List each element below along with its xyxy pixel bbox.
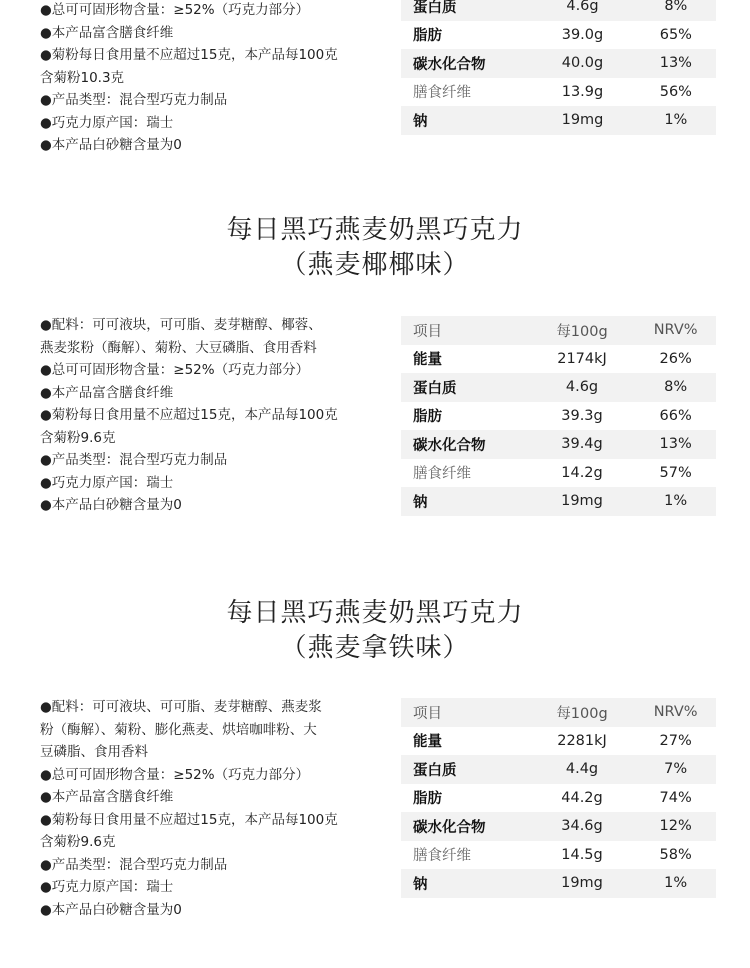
ingredient-line: ●本产品白砂糖含量为0: [40, 137, 182, 153]
table-row: [401, 21, 716, 50]
nutrient-nrv: 1%: [635, 869, 716, 898]
nutrient-per100: 40.0g: [529, 49, 635, 78]
table-row: [401, 812, 716, 841]
nutrient-per100: 2281kJ: [557, 732, 607, 749]
nutrition-table-1: [401, 0, 716, 135]
table-header-row: [401, 698, 716, 727]
nutrient-name: 膳食纤维: [413, 848, 471, 865]
nutrient-per100: 39.4g: [529, 430, 635, 459]
ingredient-line: 粉（酶解）、菊粉、膨化燕麦、烘培咖啡粉、大: [40, 721, 317, 738]
nutrient-nrv: 8%: [635, 373, 716, 402]
ingredient-line: ●菊粉每日食用量不应超过15克，本产品每100克: [40, 407, 338, 423]
nutrient-name: 钠: [401, 869, 529, 898]
nutrient-nrv: 8%: [636, 0, 716, 21]
nutrient-name: 钠: [401, 106, 529, 135]
ingredient-line: 豆磷脂、食用香料: [40, 744, 148, 760]
nutrient-nrv: 12%: [635, 812, 716, 841]
nutrient-name: 脂肪: [413, 791, 442, 808]
table-row: [401, 402, 716, 431]
product-title-3: [0, 596, 750, 666]
ingredients-list-2: [40, 314, 370, 517]
ingredient-line: ●巧克力原产国：瑞士: [40, 474, 174, 491]
ingredient-line: ●总可可固形物含量：≥52%（巧克力部分）: [40, 766, 310, 783]
ingredient-line: 燕麦浆粉（酶解）、菊粉、大豆磷脂、食用香料: [40, 339, 317, 356]
nutrient-nrv: 58%: [659, 846, 692, 863]
ingredient-line: 含菊粉9.6克: [40, 834, 116, 850]
table-row: [401, 0, 716, 21]
nutrient-per100: 44.2g: [561, 789, 603, 806]
table-row: [401, 78, 716, 107]
nutrient-nrv: 13%: [635, 430, 716, 459]
nutrient-name: 碳水化合物: [401, 49, 529, 78]
nutrient-name: 蛋白质: [401, 0, 529, 21]
nutrient-nrv: 57%: [659, 464, 692, 481]
nutrient-name: 钠: [401, 487, 529, 516]
nutrient-name: 能量: [413, 734, 442, 751]
table-row: [401, 49, 716, 78]
ingredient-line: ●配料：可可液块，可可脂、麦芽糖醇、椰蓉、: [40, 317, 322, 333]
product-title-2: [0, 213, 750, 283]
nutrient-name: 膳食纤维: [413, 466, 471, 483]
ingredient-line: ●巧克力原产国：瑞士: [40, 879, 174, 895]
nutrient-nrv: 13%: [636, 49, 716, 78]
ingredient-line: ●本产品富含膳食纤维: [40, 24, 174, 41]
ingredient-line: ●巧克力原产国：瑞士: [40, 114, 174, 131]
table-row: [401, 373, 716, 402]
table-row: [401, 841, 716, 870]
product-flavor-line: （燕麦椰椰味）: [280, 250, 470, 280]
ingredient-line: ●菊粉每日食用量不应超过15克，本产品每100克: [40, 811, 338, 828]
nutrient-per100: 34.6g: [529, 812, 635, 841]
table-row: [401, 430, 716, 459]
table-row: [401, 106, 716, 135]
nutrient-per100: 4.4g: [529, 755, 635, 784]
nutrient-nrv: 65%: [659, 26, 692, 43]
ingredient-line: ●菊粉每日食用量不应超过15克，本产品每100克: [40, 47, 338, 63]
nutrient-name: 碳水化合物: [401, 812, 529, 841]
table-row: [401, 727, 716, 756]
nutrient-name: 脂肪: [413, 409, 442, 426]
ingredient-line: ●本产品富含膳食纤维: [40, 384, 174, 401]
ingredient-line: ●产品类型：混合型巧克力制品: [40, 856, 228, 873]
nutrient-per100: 39.3g: [561, 407, 603, 424]
ingredient-line: ●配料：可可液块、可可脂、麦芽糖醇、燕麦浆: [40, 699, 322, 715]
nutrient-name: 膳食纤维: [413, 85, 471, 102]
table-row: [401, 784, 716, 813]
table-row: [401, 459, 716, 488]
nutrient-per100: 4.6g: [529, 373, 635, 402]
table-row: [401, 755, 716, 784]
column-header-item: 项目: [401, 316, 529, 345]
nutrient-nrv: 56%: [659, 83, 692, 100]
nutrient-nrv: 7%: [635, 755, 716, 784]
ingredient-line: ●本产品白砂糖含量为0: [40, 497, 182, 513]
column-header-nrv: NRV%: [635, 316, 716, 345]
nutrient-nrv: 74%: [659, 789, 692, 806]
nutrient-per100: 14.5g: [561, 846, 603, 863]
nutrient-name: 碳水化合物: [401, 430, 529, 459]
nutrient-nrv: 27%: [659, 732, 692, 749]
ingredients-list-1: [40, 0, 370, 157]
table-row: [401, 487, 716, 516]
column-header-nrv: NRV%: [635, 698, 716, 727]
ingredient-line: ●本产品白砂糖含量为0: [40, 901, 182, 918]
table-row: [401, 345, 716, 374]
product-title-line: 每日黑巧燕麦奶黑巧克力: [226, 215, 524, 245]
nutrient-name: 脂肪: [413, 28, 442, 45]
nutrition-table-2: [401, 316, 716, 516]
nutrient-per100: 14.2g: [561, 464, 603, 481]
ingredient-line: ●总可可固形物含量：≥52%（巧克力部分）: [40, 362, 310, 378]
ingredients-list-3: [40, 696, 370, 921]
table-row: [401, 869, 716, 898]
ingredient-line: 含菊粉10.3克: [40, 69, 125, 86]
nutrient-name: 蛋白质: [401, 755, 529, 784]
ingredient-line: ●总可可固形物含量：≥52%（巧克力部分）: [40, 2, 310, 18]
nutrient-per100: 39.0g: [561, 26, 604, 43]
ingredient-line: ●产品类型：混合型巧克力制品: [40, 92, 228, 108]
column-header-item: 项目: [401, 698, 529, 727]
product-title-line: 每日黑巧燕麦奶黑巧克力: [226, 598, 524, 628]
nutrient-per100: 13.9g: [561, 83, 604, 100]
nutrient-nrv: 1%: [636, 106, 716, 135]
ingredient-line: 含菊粉9.6克: [40, 429, 116, 446]
nutrient-name: 蛋白质: [401, 373, 529, 402]
product-flavor-line: （燕麦拿铁味）: [280, 633, 470, 663]
nutrient-per100: 19mg: [529, 869, 635, 898]
ingredient-line: ●本产品富含膳食纤维: [40, 789, 174, 805]
nutrient-nrv: 26%: [659, 350, 692, 367]
column-header-per100: 每100g: [529, 316, 635, 345]
nutrient-nrv: 1%: [635, 487, 716, 516]
nutrient-per100: 2174kJ: [557, 350, 607, 367]
nutrient-per100: 19mg: [529, 106, 635, 135]
ingredient-line: ●产品类型：混合型巧克力制品: [40, 452, 228, 468]
nutrient-nrv: 66%: [659, 407, 692, 424]
table-header-row: [401, 316, 716, 345]
nutrition-table-3: [401, 698, 716, 898]
nutrient-per100: 19mg: [529, 487, 635, 516]
column-header-per100: 每100g: [529, 698, 635, 727]
nutrient-per100: 4.6g: [529, 0, 635, 21]
nutrient-name: 能量: [413, 352, 442, 369]
